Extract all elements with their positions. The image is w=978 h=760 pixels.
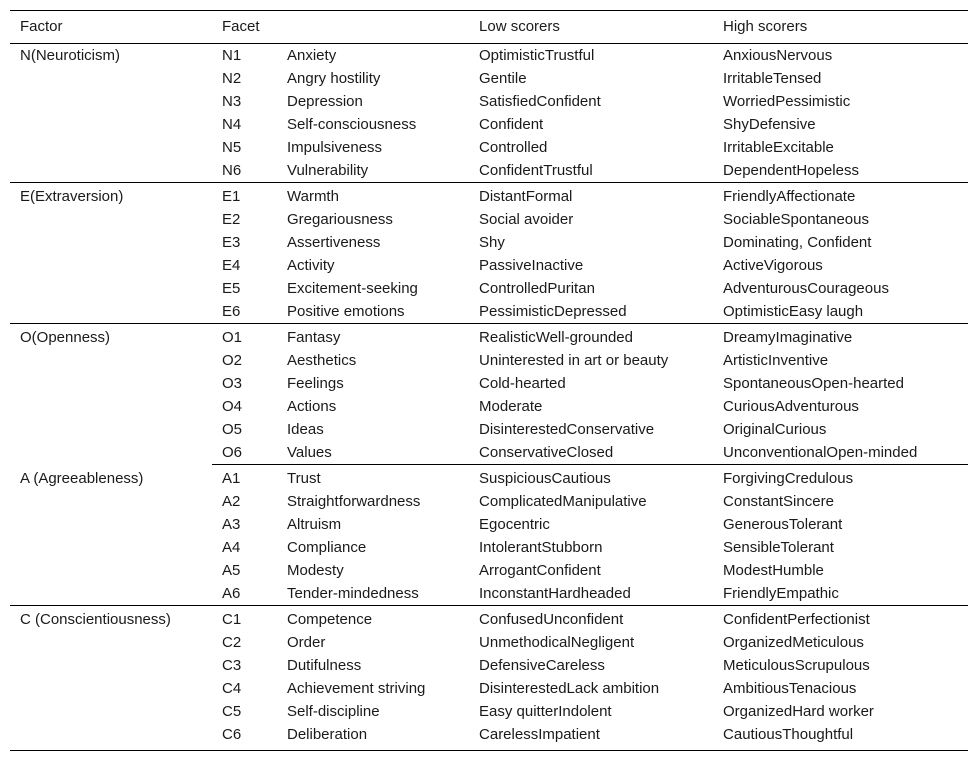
facet-code-cell: A5 (222, 562, 241, 579)
table-row (10, 582, 968, 606)
facet-name-cell: Assertiveness (287, 234, 381, 251)
factor-cell (10, 300, 212, 324)
facet-name-cell: Positive emotions (287, 303, 405, 320)
factor-cell (10, 113, 212, 136)
facet-name-cell: Compliance (287, 539, 367, 556)
high-scorers-cell: MeticulousScrupulous (723, 657, 870, 674)
low-scorers-cell: Cold-hearted (479, 375, 566, 392)
high-scorers-cell: DreamyImaginative (713, 324, 968, 350)
table-row (10, 44, 968, 68)
table-row (10, 277, 968, 300)
facet-code-cell: O3 (222, 375, 243, 392)
high-scorers-cell: CuriousAdventurous (723, 398, 859, 415)
table-row (10, 723, 968, 751)
factor-cell (10, 418, 212, 441)
factor-cell (10, 723, 212, 751)
facet-name-cell: Order (287, 634, 326, 651)
low-scorers-cell: Confident (479, 116, 544, 133)
factor-cell (10, 513, 212, 536)
facet-name-cell: Values (287, 444, 332, 461)
high-scorers-cell: ConfidentPerfectionist (713, 606, 968, 632)
facet-name-cell: Angry hostility (287, 70, 381, 87)
facet-name-cell: Anxiety (287, 47, 337, 64)
high-scorers-cell: GenerousTolerant (723, 516, 843, 533)
high-scorers-cell: SensibleTolerant (723, 539, 834, 556)
table-row (10, 113, 968, 136)
facet-code-cell: O2 (222, 352, 243, 369)
high-scorers-cell: OriginalCurious (723, 421, 827, 438)
facet-code-cell: E1 (212, 183, 277, 209)
table-row (10, 159, 968, 183)
table-body (10, 44, 968, 751)
low-scorers-cell: PassiveInactive (479, 257, 584, 274)
low-scorers-cell: Easy quitterIndolent (479, 703, 612, 720)
low-scorers-cell: PessimisticDepressed (479, 303, 627, 320)
factor-cell (10, 654, 212, 677)
table-row (10, 372, 968, 395)
table-row (10, 654, 968, 677)
factor-cell: E(Extraversion) (10, 183, 212, 209)
table-row (10, 606, 968, 632)
table-row (10, 700, 968, 723)
high-scorers-cell: AmbitiousTenacious (723, 680, 857, 697)
low-scorers-cell: DisinterestedConservative (479, 421, 655, 438)
facet-code-cell: C4 (222, 680, 242, 697)
low-scorers-cell: SuspiciousCautious (469, 465, 713, 491)
factor-cell (10, 349, 212, 372)
table-row (10, 631, 968, 654)
facet-name-cell: Achievement striving (287, 680, 426, 697)
facet-code-cell: N4 (222, 116, 242, 133)
table-row (10, 441, 968, 465)
facet-name-cell: Modesty (287, 562, 344, 579)
high-scorers-cell: IrritableExcitable (723, 139, 834, 156)
facet-name-cell: Excitement-seeking (287, 280, 418, 297)
low-scorers-cell: Moderate (479, 398, 543, 415)
facets-table (10, 10, 968, 751)
high-scorers-cell: ConstantSincere (723, 493, 834, 510)
header-factor: Factor (20, 18, 63, 35)
low-scorers-cell: InconstantHardheaded (479, 585, 631, 602)
facet-name-cell: Warmth (277, 183, 469, 209)
factor-cell: O(Openness) (10, 324, 212, 350)
table-row (10, 324, 968, 350)
high-scorers-cell: SociableSpontaneous (723, 211, 869, 228)
facet-name-cell: Activity (287, 257, 335, 274)
factor-cell (10, 536, 212, 559)
facet-name-cell: Competence (277, 606, 469, 632)
table-row (10, 677, 968, 700)
table-row (10, 536, 968, 559)
header-low-scorers: Low scorers (479, 18, 560, 35)
header-row (10, 11, 968, 44)
factor-cell (10, 231, 212, 254)
factor-cell (10, 159, 212, 183)
facet-name-cell: Actions (287, 398, 337, 415)
facet-name-cell: Self-discipline (287, 703, 380, 720)
factor-cell: A (Agreeableness) (20, 469, 144, 487)
low-scorers-cell: ConfidentTrustful (479, 162, 593, 179)
high-scorers-cell: WorriedPessimistic (723, 93, 851, 110)
facet-name-cell: Altruism (287, 516, 342, 533)
factor-cell (10, 372, 212, 395)
table-row (10, 136, 968, 159)
low-scorers-cell: DefensiveCareless (479, 657, 605, 674)
low-scorers-cell: ComplicatedManipulative (479, 493, 647, 510)
facet-code-cell: E2 (222, 211, 241, 228)
low-scorers-cell: ConservativeClosed (479, 444, 614, 461)
low-scorers-cell: ArrogantConfident (479, 562, 601, 579)
table-row (10, 67, 968, 90)
low-scorers-cell: Uninterested in art or beauty (479, 352, 669, 369)
high-scorers-cell: ModestHumble (723, 562, 824, 579)
factor-cell (10, 559, 212, 582)
facet-code-cell: C5 (222, 703, 242, 720)
facet-name-cell: Vulnerability (287, 162, 369, 179)
facet-name-cell: Tender-mindedness (287, 585, 419, 602)
high-scorers-cell: AnxiousNervous (723, 47, 833, 64)
facet-name-cell: Dutifulness (287, 657, 362, 674)
facet-code-cell: O6 (222, 444, 243, 461)
high-scorers-cell: ShyDefensive (723, 116, 816, 133)
high-scorers-cell: OrganizedHard worker (723, 703, 874, 720)
table-row (10, 465, 968, 491)
high-scorers-cell: UnconventionalOpen-minded (723, 444, 918, 461)
facet-code-cell: C1 (212, 606, 277, 632)
facet-name-cell: Self-consciousness (287, 116, 417, 133)
high-scorers-cell: DependentHopeless (723, 162, 859, 179)
facet-name-cell: Deliberation (277, 723, 469, 751)
facet-code-cell: N2 (222, 70, 242, 87)
table-row (10, 418, 968, 441)
table-row (10, 254, 968, 277)
high-scorers-cell: AdventurousCourageous (723, 280, 889, 297)
table-row (10, 395, 968, 418)
facet-code-cell: A2 (222, 493, 241, 510)
factor-cell (10, 67, 212, 90)
facet-name-cell: Straightforwardness (287, 493, 421, 510)
high-scorers-cell: OptimisticEasy laugh (723, 303, 864, 320)
facet-code-cell: A1 (212, 465, 277, 491)
facet-code-cell: E5 (222, 280, 241, 297)
factor-cell (10, 277, 212, 300)
high-scorers-cell: Dominating, Confident (723, 234, 872, 251)
high-scorers-cell: SpontaneousOpen-hearted (723, 375, 904, 392)
low-scorers-cell: UnmethodicalNegligent (479, 634, 635, 651)
high-scorers-cell: ForgivingCredulous (713, 465, 968, 491)
facet-name-cell: Impulsiveness (287, 139, 383, 156)
facet-code-cell: O4 (222, 398, 243, 415)
low-scorers-cell: RealisticWell-grounded (469, 324, 713, 350)
table-row (10, 490, 968, 513)
table-row (10, 513, 968, 536)
factor-cell (10, 441, 212, 465)
factor-cell (10, 136, 212, 159)
facet-code-cell: N1 (222, 47, 242, 64)
factor-cell (10, 631, 212, 654)
high-scorers-cell: FriendlyEmpathic (723, 585, 839, 602)
facet-code-cell: O1 (212, 324, 277, 350)
table-row (10, 559, 968, 582)
facet-code-cell: A3 (222, 516, 241, 533)
high-scorers-cell: OrganizedMeticulous (723, 634, 864, 651)
high-scorers-cell: ArtisticInventive (723, 352, 829, 369)
facet-code-cell: N3 (222, 93, 242, 110)
facet-name-cell: Fantasy (277, 324, 469, 350)
facet-code-cell: C3 (222, 657, 242, 674)
facet-code-cell: C2 (222, 634, 242, 651)
facet-name-cell: Depression (287, 93, 363, 110)
factor-cell (10, 490, 212, 513)
low-scorers-cell: SatisfiedConfident (479, 93, 601, 110)
high-scorers-cell: FriendlyAffectionate (713, 183, 968, 209)
low-scorers-cell: Social avoider (479, 211, 574, 228)
factor-cell: C (Conscientiousness) (10, 606, 212, 632)
low-scorers-cell: OptimisticTrustful (479, 47, 595, 64)
factor-cell: N(Neuroticism) (20, 47, 121, 64)
low-scorers-cell: ControlledPuritan (479, 280, 595, 297)
facet-name-cell: Ideas (287, 421, 324, 438)
high-scorers-cell: ActiveVigorous (723, 257, 823, 274)
facet-name-cell: Gregariousness (287, 211, 393, 228)
facet-code-cell: A6 (222, 585, 241, 602)
low-scorers-cell: Controlled (479, 139, 548, 156)
facet-code-cell: E6 (222, 303, 241, 320)
facet-code-cell: C6 (212, 723, 277, 751)
factor-cell (10, 677, 212, 700)
facet-code-cell: N5 (222, 139, 242, 156)
factor-cell (10, 582, 212, 606)
factor-cell (10, 700, 212, 723)
table-row (10, 183, 968, 209)
facet-code-cell: E4 (222, 257, 241, 274)
low-scorers-cell: Shy (479, 234, 505, 251)
header-high-scorers: High scorers (723, 18, 808, 35)
factor-cell (10, 208, 212, 231)
low-scorers-cell: DistantFormal (469, 183, 713, 209)
high-scorers-cell: IrritableTensed (723, 70, 822, 87)
low-scorers-cell: Egocentric (479, 516, 550, 533)
facet-code-cell: N6 (222, 162, 242, 179)
factor-cell (10, 90, 212, 113)
table-row (10, 90, 968, 113)
table-row (10, 208, 968, 231)
facet-code-cell: E3 (222, 234, 241, 251)
low-scorers-cell: CarelessImpatient (469, 723, 713, 751)
facet-name-cell: Aesthetics (287, 352, 357, 369)
high-scorers-cell: CautiousThoughtful (713, 723, 968, 751)
factor-cell (10, 395, 212, 418)
low-scorers-cell: ConfusedUnconfident (469, 606, 713, 632)
table-row (10, 231, 968, 254)
facet-code-cell: A4 (222, 539, 241, 556)
facet-name-cell: Trust (277, 465, 469, 491)
table-row (10, 349, 968, 372)
low-scorers-cell: DisinterestedLack ambition (479, 680, 660, 697)
header-facet: Facet (222, 18, 260, 35)
facet-code-cell: O5 (222, 421, 243, 438)
table-row (10, 300, 968, 324)
facet-name-cell: Feelings (287, 375, 344, 392)
table-header (10, 11, 968, 44)
factor-cell (10, 254, 212, 277)
low-scorers-cell: IntolerantStubborn (479, 539, 603, 556)
low-scorers-cell: Gentile (479, 70, 527, 87)
